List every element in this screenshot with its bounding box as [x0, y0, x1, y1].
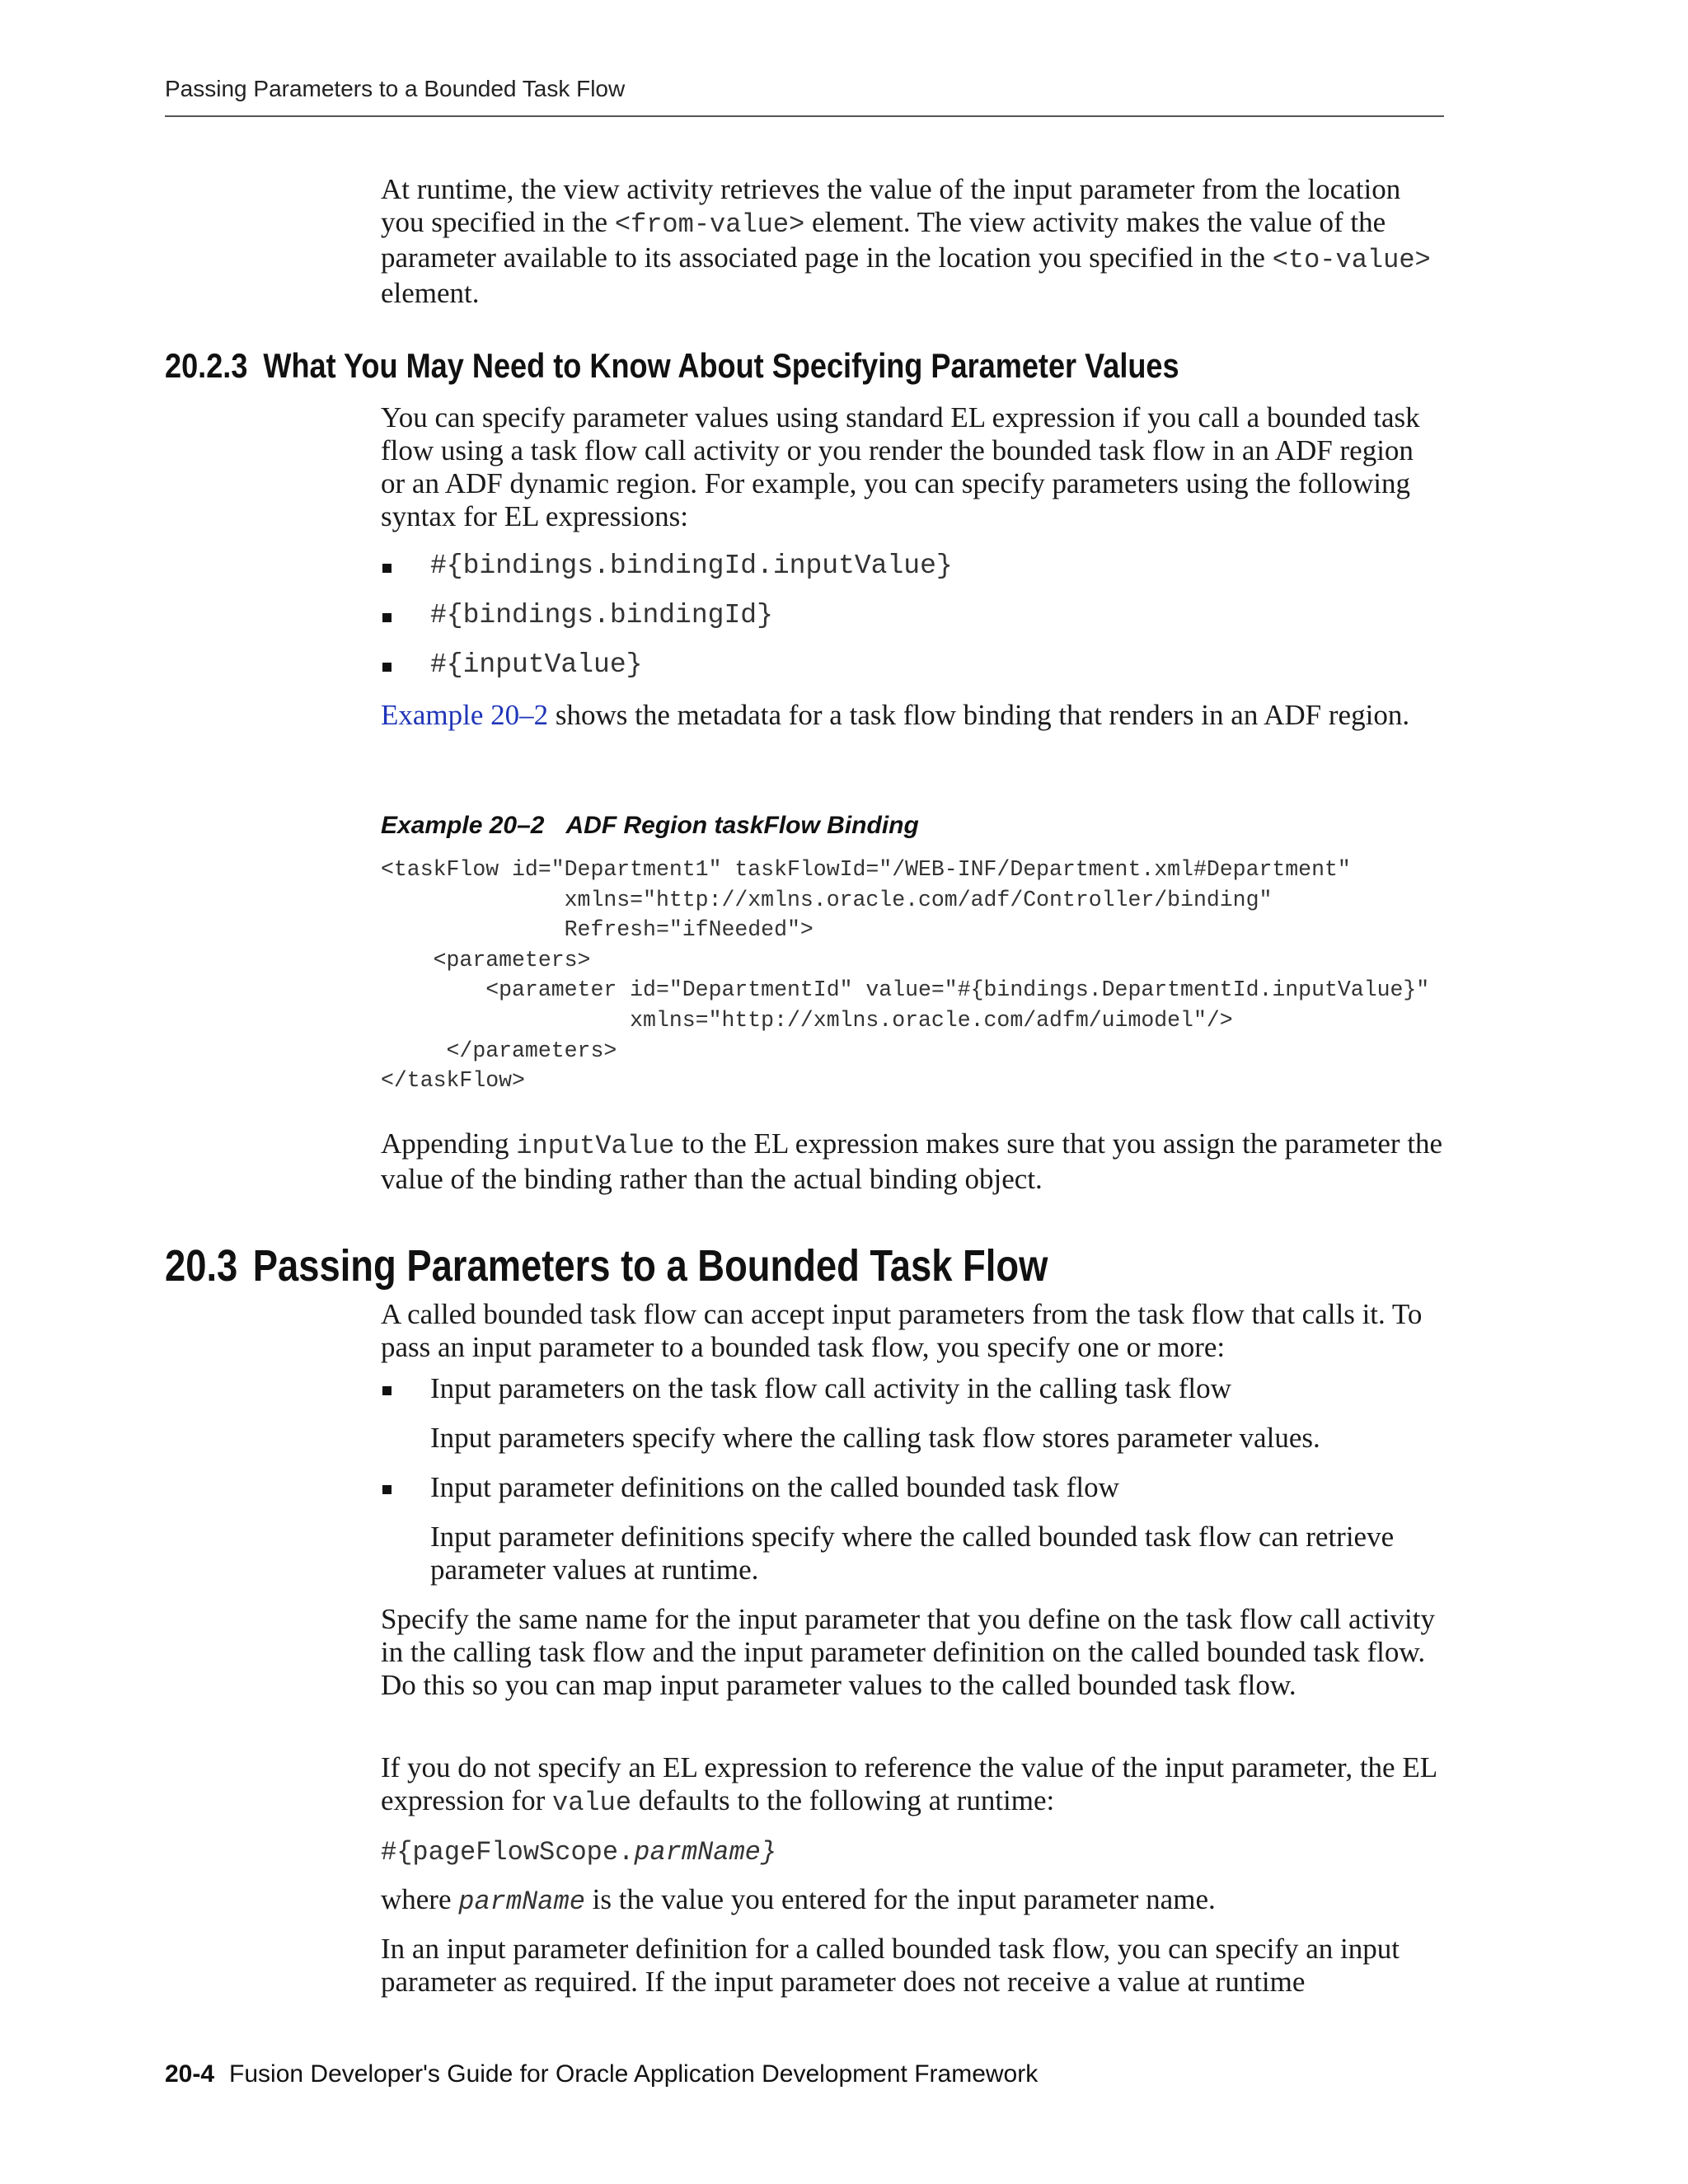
paragraph-text: A called bounded task flow can accept input parameters from the task flow that calls it. To pass an input parameter to a bounded task flow, you specify one or more:	[381, 1298, 1423, 1363]
paragraph-text: Appending	[381, 1127, 517, 1160]
example-label: Example 20–2	[381, 812, 545, 839]
list-item	[381, 1372, 1444, 1405]
parm-name-code: parmName	[458, 1886, 585, 1917]
section-title: Passing Parameters to a Bounded Task Flow	[252, 1241, 1048, 1291]
example-caption	[381, 812, 919, 840]
bullet-marker	[382, 564, 392, 573]
intro-text-1: At runtime, the view activity retrieves the value of the input parameter from the location you specified in the	[381, 173, 1401, 238]
intro-paragraph	[381, 173, 1444, 310]
input-value-code: inputValue	[516, 1131, 675, 1161]
parm-name-paragraph	[381, 1883, 1444, 1919]
el-expression: #{bindings.bindingId.inputValue}	[430, 551, 953, 581]
paragraph-text: In an input parameter definition for a called bounded task flow, you can specify an input parameter as required. If the input parameter does not receive a value at runtime	[381, 1933, 1400, 1998]
page-footer	[165, 2060, 1038, 2088]
running-header: Passing Parameters to a Bounded Task Flow	[165, 76, 626, 101]
list-item	[381, 550, 1444, 583]
book-title: Fusion Developer's Guide for Oracle Application Development Framework	[229, 2060, 1039, 2088]
bullet-marker	[382, 613, 392, 622]
example-20-2-link[interactable]: Example 20–2	[381, 699, 549, 731]
paragraph-text: where	[381, 1883, 459, 1915]
paragraph-text: If you do not specify an EL expression to reference the value of the input parameter, the EL expression for	[381, 1751, 1437, 1816]
section-number: 20.3	[165, 1241, 238, 1291]
bullet-marker	[382, 1485, 392, 1494]
bullet-marker	[382, 1386, 392, 1395]
el-expression: #{bindings.bindingId}	[430, 600, 773, 630]
list-item-text: Input parameters on the task flow call activity in the calling task flow	[430, 1372, 1231, 1404]
from-value-code: <from-value>	[614, 209, 805, 240]
list-item-detail-text: Input parameter definitions specify where the called bounded task flow can retrieve parameter values at runtime.	[430, 1521, 1395, 1586]
paragraph-text: shows the metadata for a task flow binding that renders in an ADF region.	[548, 699, 1410, 731]
section-number: 20.2.3	[165, 346, 248, 385]
page-number: 20-4	[165, 2060, 215, 2088]
paragraph-text: to the EL expression makes sure that you assign the parameter the value of the binding rather than the actual binding object.	[381, 1127, 1443, 1195]
specifying-values-paragraph	[381, 401, 1444, 533]
intro-text-2: element. The view activity makes the value of the parameter available to its associated page in the location you specified in the	[381, 206, 1386, 274]
list-item-detail	[381, 1422, 1444, 1455]
paragraph-text: is the value you entered for the input parameter name.	[584, 1883, 1216, 1915]
value-code: value	[552, 1788, 632, 1818]
list-item	[381, 649, 1444, 682]
header-rule	[165, 115, 1444, 117]
list-item	[381, 1471, 1444, 1504]
list-item	[381, 599, 1444, 632]
example-reference-paragraph	[381, 699, 1444, 732]
required-param-paragraph	[381, 1933, 1444, 1999]
intro-text-3: element.	[381, 277, 480, 309]
paragraph-text: You can specify parameter values using standard EL expression if you call a bounded task flow using a task flow call activity or you render the bounded task flow in an ADF region or an ADF dynamic region. For example, you can specify parameters using the following syntax for EL expressions:	[381, 401, 1420, 532]
to-value-code: <to-value>	[1272, 245, 1431, 275]
passing-params-intro	[381, 1298, 1444, 1364]
paragraph-text: defaults to the following at runtime:	[631, 1784, 1055, 1816]
section-heading-20-2-3	[165, 346, 1179, 386]
el-expression: #{inputValue}	[430, 649, 643, 680]
paragraph-text: Specify the same name for the input parameter that you define on the task flow call activity in the calling task flow and the input parameter definition on the called bounded task flow. Do this so you can map input parameter values to the called bounded task flow.	[381, 1603, 1436, 1701]
list-item-detail-text: Input parameters specify where the calling task flow stores parameter values.	[430, 1422, 1320, 1454]
code-example: <taskFlow id="Department1" taskFlowId="/WEB-INF/Department.xml#Department" xmlns="http://xmlns.oracle.com/adf/Controller/binding" Refresh="ifNeeded"> <parameters> <parameter id="DepartmentId" value="#{bindings.DepartmentId.inputValue}" xmlns="http://xmlns.oracle.com/adfm/uimodel"/> </parameters> </taskFlow>	[381, 857, 1430, 1094]
same-name-paragraph	[381, 1603, 1444, 1702]
section-heading-20-3	[165, 1240, 1048, 1291]
el-prefix-code: #{pageFlowScope.	[381, 1837, 635, 1868]
list-item-detail	[381, 1521, 1444, 1586]
el-parm-name-code: parmName}	[634, 1837, 777, 1868]
default-el-paragraph	[381, 1751, 1444, 1820]
bullet-marker	[382, 663, 392, 672]
example-title: ADF Region taskFlow Binding	[565, 812, 919, 839]
default-el-expression	[381, 1834, 1444, 1869]
section-title: What You May Need to Know About Specifying Parameter Values	[263, 346, 1179, 385]
list-item-text: Input parameter definitions on the called bounded task flow	[430, 1471, 1119, 1503]
appending-paragraph	[381, 1127, 1444, 1196]
